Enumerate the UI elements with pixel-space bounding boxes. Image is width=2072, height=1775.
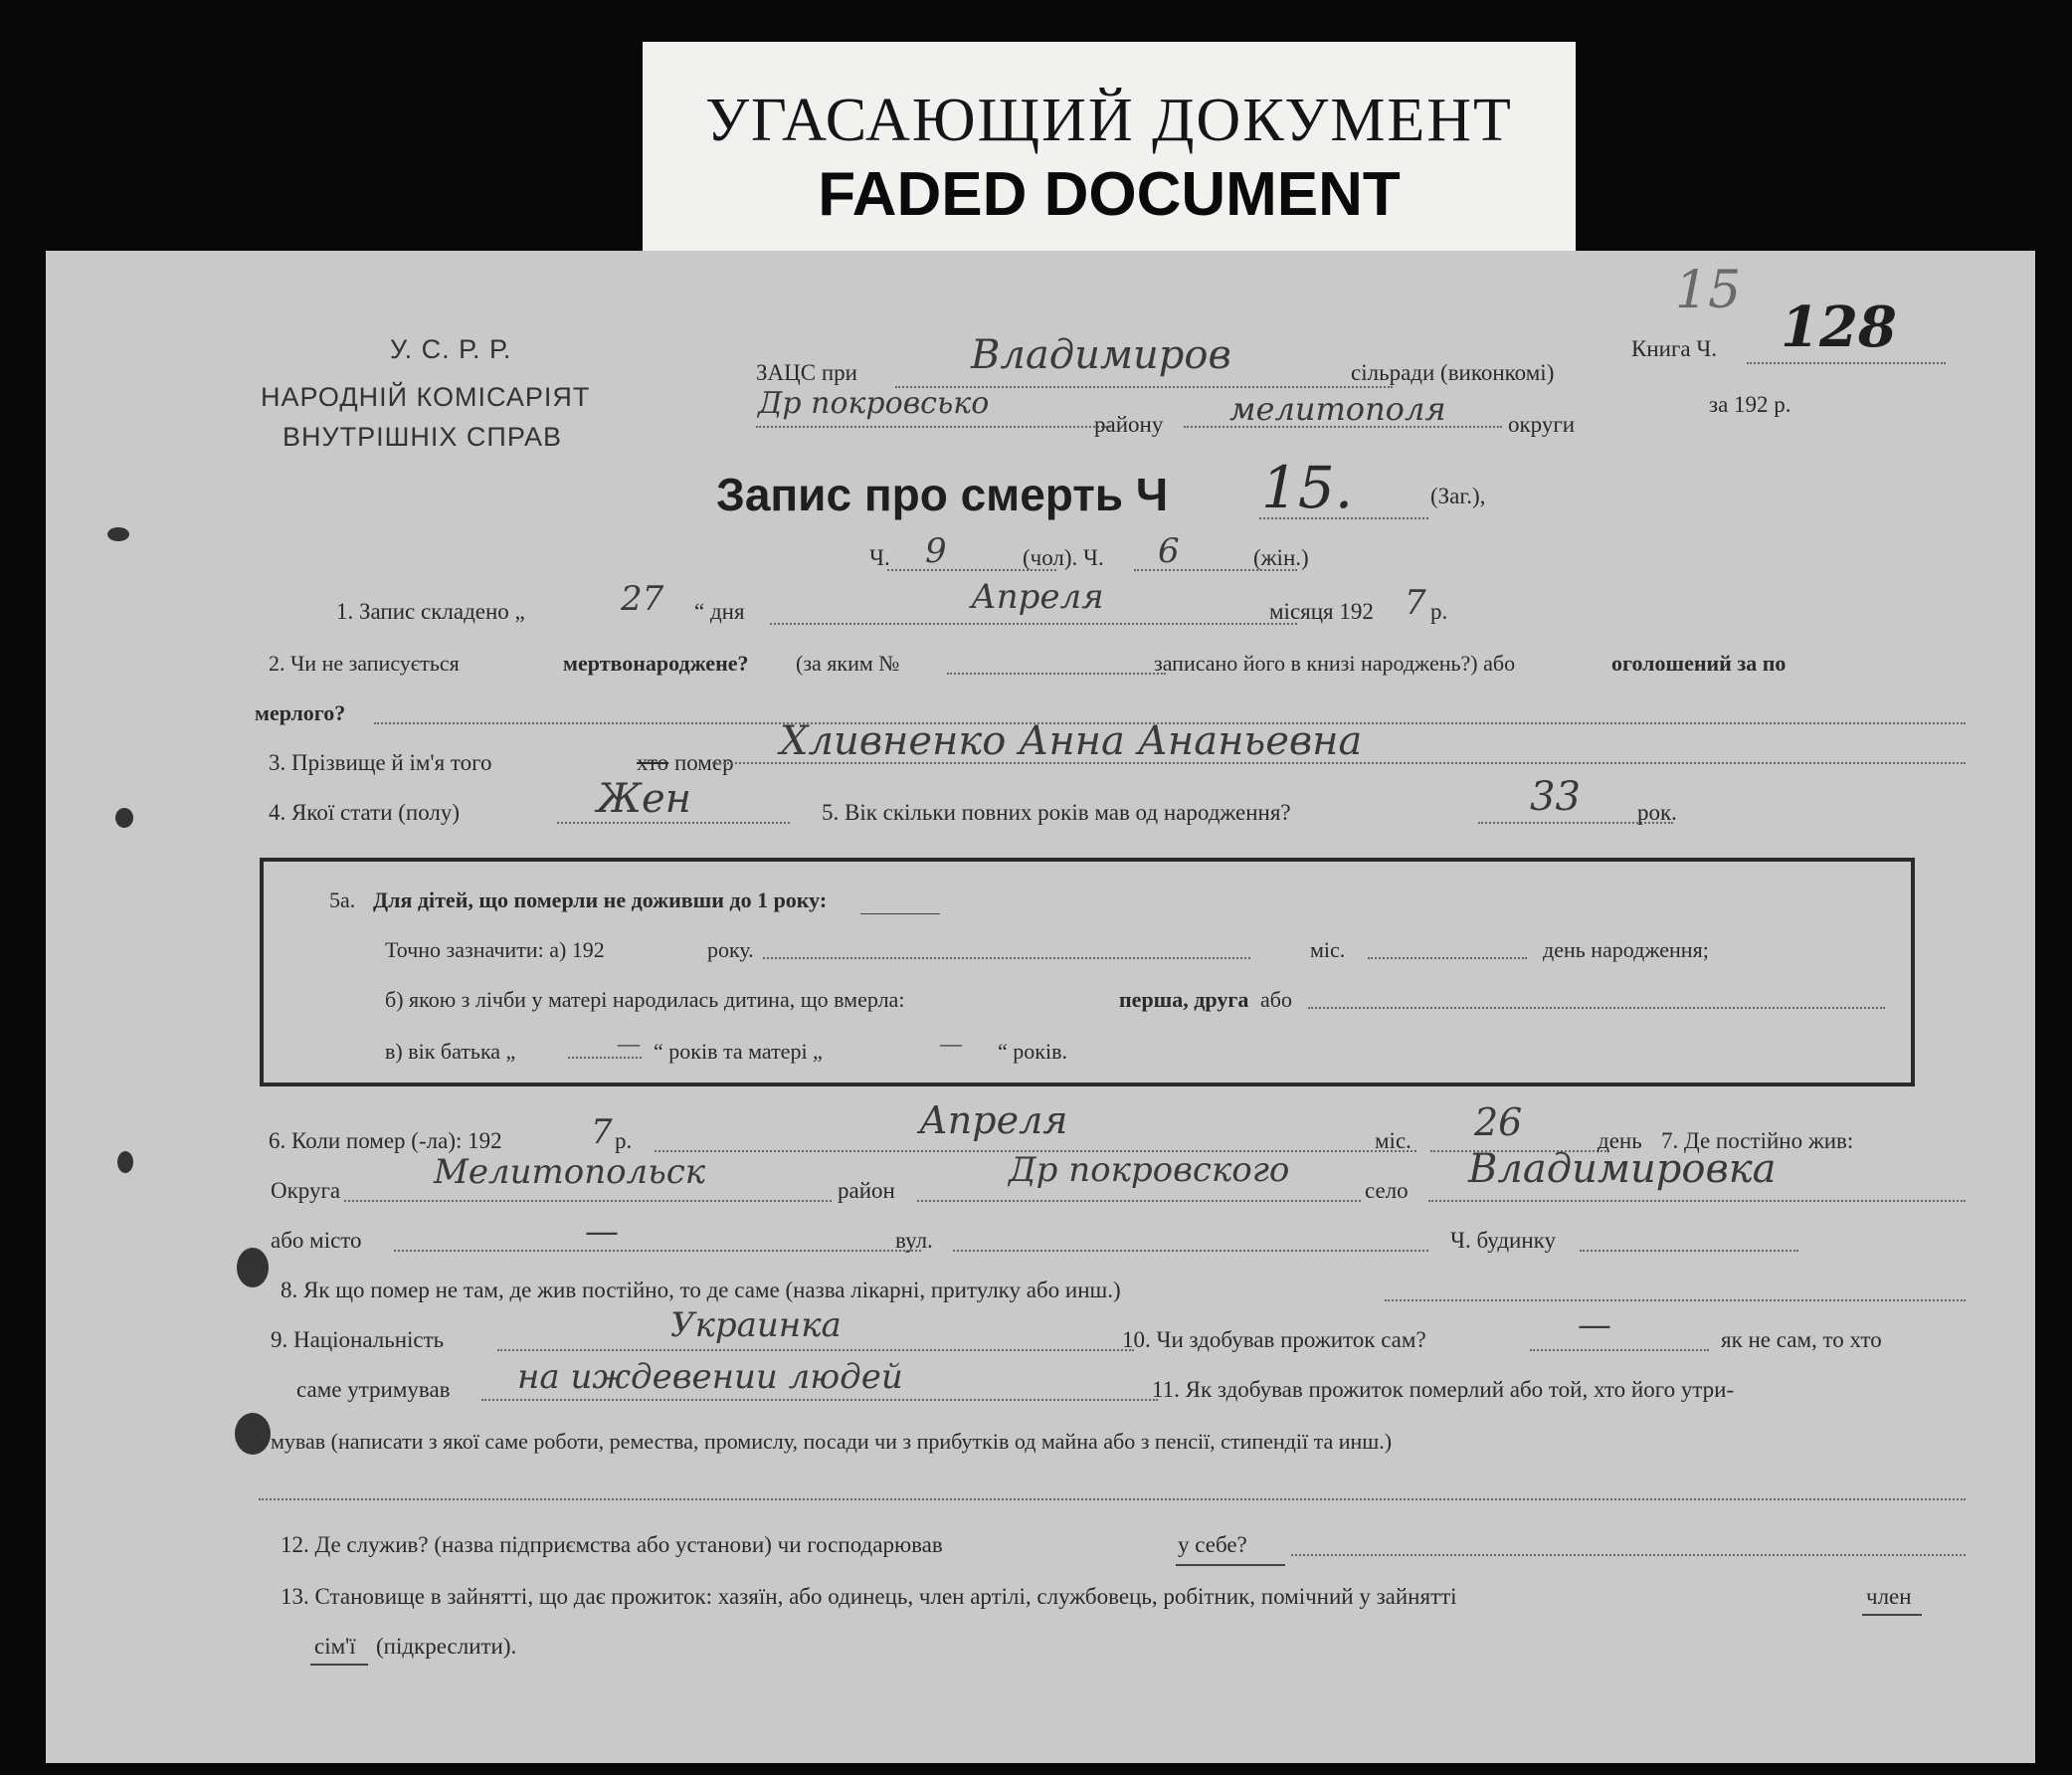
misto-label: або місто	[271, 1228, 362, 1253]
field13-underline-chlen	[1862, 1614, 1922, 1616]
box5a-title: Для дітей, що померли не доживши до 1 року:	[373, 888, 828, 912]
budynok-line	[1580, 1250, 1798, 1252]
faded-document-banner	[643, 42, 1576, 251]
field12-tail: у себе?	[1178, 1532, 1247, 1557]
field12-line	[1291, 1554, 1966, 1556]
struck-word: хто	[637, 750, 669, 775]
ussr-header: У. С. Р. Р.	[390, 334, 512, 364]
month-line	[770, 623, 1297, 625]
punch-hole	[237, 1248, 269, 1287]
record-year-digit: 7	[1405, 583, 1426, 623]
record-year-suffix: р.	[1430, 599, 1448, 624]
field2-stillborn: мертвонароджене?	[563, 651, 749, 676]
month-label: місяця 192	[1269, 599, 1374, 624]
field5-label: 5. Вік скільки повних років мав од народження?	[822, 800, 1291, 825]
field2-e: оголошений за по	[1611, 651, 1787, 676]
nationality-value: Украинка	[670, 1305, 842, 1345]
record-number-line	[1259, 517, 1428, 519]
field11-label: 11. Як здобував прожиток померлий або той, хто його утри-	[1152, 1377, 1735, 1402]
record-day: 27	[621, 579, 664, 619]
supported-by-line	[481, 1399, 1158, 1401]
punch-hole	[107, 527, 129, 541]
box5a-dash	[860, 913, 940, 914]
book-number: 128	[1781, 295, 1897, 360]
commissariat-header: НАРОДНІЙ КОМІСАРІЯТ	[261, 382, 591, 412]
box5a-father-dash: —	[618, 1031, 640, 1056]
field10-line	[1530, 1349, 1709, 1351]
internal-affairs-header: ВНУТРІШНІХ СПРАВ	[283, 422, 563, 452]
field8-label: 8. Як що помер не там, де жив постійно, то де саме (назва лікарні, притулку або инш.)	[281, 1278, 1121, 1302]
supported-by-label: саме утримував	[296, 1377, 451, 1402]
age-suffix: рок.	[1637, 800, 1677, 825]
corner-mark: 15	[1675, 261, 1742, 320]
vul-label: вул.	[895, 1228, 933, 1253]
box5a-line-c-1: в) вік батька „	[385, 1039, 516, 1064]
record-title: Запис про смерть Ч	[716, 469, 1169, 520]
selo-label: село	[1365, 1178, 1409, 1203]
residence-selo: Владимировка	[1468, 1146, 1777, 1192]
box5a-line-c-3: “ років.	[998, 1039, 1067, 1064]
banner-english-text: FADED DOCUMENT	[818, 160, 1401, 229]
box5a-line-a-4: день народження;	[1543, 937, 1709, 962]
record-suffix: (Заг.),	[1430, 484, 1486, 508]
field2-c: (за яким №	[796, 651, 900, 676]
field2-f: мерлого?	[255, 700, 346, 725]
field12-underline	[1176, 1564, 1285, 1566]
death-year-digit: 7	[591, 1112, 613, 1152]
residence-okruga: Мелитопольск	[434, 1152, 706, 1192]
book-label: Книга Ч.	[1631, 336, 1718, 361]
field7-label: 7. Де постійно жив:	[1661, 1128, 1854, 1153]
rayon-label-2: район	[838, 1178, 895, 1203]
field13-underline-sim	[310, 1664, 368, 1666]
box5a-num: 5а.	[329, 888, 356, 912]
field3-label: 3. Прізвище й ім'я того	[269, 750, 492, 775]
box5a-line-a-3: міс.	[1310, 937, 1346, 962]
residence-misto: —	[585, 1212, 619, 1252]
field3-struck: хто помер	[637, 750, 734, 775]
punch-hole	[235, 1413, 271, 1455]
rayon-label: району	[1094, 412, 1164, 437]
residence-rayon: Др покровского	[1009, 1150, 1290, 1190]
district-line	[756, 426, 1114, 428]
box5a-line-a-dots	[763, 957, 1250, 959]
zags-label: ЗАЦС при	[756, 360, 857, 385]
field2-d: записано його в книзі народжень?) або	[1154, 651, 1516, 676]
deceased-name: Хливненко Анна Ананьевна	[780, 718, 1363, 764]
box5a-line-b-2: перша, друга	[1119, 987, 1249, 1012]
box5a-line-a-dots-2	[1368, 957, 1527, 959]
death-day: 26	[1474, 1100, 1523, 1144]
field11-line	[259, 1498, 1966, 1500]
field2-a: 2. Чи не записується	[269, 651, 460, 676]
okruga-line-2	[344, 1200, 832, 1202]
field4-line	[557, 822, 790, 824]
punch-hole	[115, 808, 133, 828]
box5a-line-a-1: Точно зазначити: а) 192	[385, 937, 605, 962]
book-year-label: за 192 р.	[1709, 392, 1791, 417]
death-day-label: день	[1598, 1128, 1642, 1153]
death-year-suffix: р.	[615, 1128, 633, 1153]
selo-line	[1428, 1200, 1966, 1202]
record-month: Апреля	[971, 577, 1104, 617]
supported-by-value: на иждевении людей	[517, 1357, 903, 1397]
female-label: (жін.)	[1253, 545, 1309, 570]
field12-label: 12. Де служив? (назва підприємства або установи) чи господарював	[281, 1532, 943, 1557]
book-line	[1747, 362, 1946, 364]
field6-label: 6. Коли помер (-ла): 192	[269, 1128, 502, 1153]
field10-label: 10. Чи здобував прожиток сам?	[1122, 1327, 1426, 1352]
record-number: 15.	[1261, 454, 1354, 521]
field13-sim: сім'ї	[314, 1634, 356, 1659]
death-record-form	[46, 251, 2035, 1763]
day-label: “ дня	[694, 599, 745, 624]
field2-line	[947, 673, 1166, 675]
field3-line	[712, 762, 1966, 764]
field13-line1-tail: член	[1866, 1584, 1912, 1609]
okruga-value: мелитополя	[1229, 390, 1446, 428]
self-support-value: —	[1578, 1305, 1611, 1345]
field10-label-2: як не сам, то хто	[1721, 1327, 1882, 1352]
box5a-line-b-1: б) якою з лічби у матері народилась дитина, що вмерла:	[385, 987, 905, 1012]
field13-line1: 13. Становище в зайнятті, що дає прожиток: хазяїн, або одинець, член артілі, службовець, робітник, помічний у зайнятті	[281, 1584, 1457, 1609]
okruga-label: округи	[1508, 412, 1576, 437]
field9-label: 9. Національність	[271, 1327, 445, 1352]
box5a-mother-dash: —	[940, 1031, 962, 1056]
box5a-line-c-2: “ років та матері „	[654, 1039, 823, 1064]
box5a-line-b-dots	[1308, 1007, 1885, 1009]
field4-label: 4. Якої стати (полу)	[269, 800, 461, 825]
banner-russian-text: УГАСАЮЩИЙ ДОКУМЕНТ	[705, 87, 1513, 154]
budynok-label: Ч. будинку	[1450, 1228, 1556, 1253]
misto-line	[394, 1250, 921, 1252]
death-mis-label: міс.	[1375, 1128, 1412, 1153]
field8-line	[1385, 1299, 1966, 1301]
field9-line	[497, 1349, 1134, 1351]
field11-line2: мував (написати з якої саме роботи, ремества, промислу, посади чи з прибутків од майна або з пенсії, стипендії та инш.)	[271, 1429, 1393, 1454]
male-label: (чол). Ч.	[1023, 545, 1104, 570]
sex-value: Жен	[597, 776, 691, 822]
female-count: 6	[1158, 531, 1180, 571]
district-value: Др покровсько	[758, 386, 990, 421]
box5a-line-a-2: року.	[707, 937, 754, 962]
age-value: 33	[1530, 774, 1581, 820]
silrady-label: сільради (виконкомі)	[1351, 360, 1555, 385]
infant-section-box	[260, 858, 1915, 1086]
rayon-line-2	[917, 1200, 1361, 1202]
vul-line	[953, 1250, 1428, 1252]
box5a-line-b-3: або	[1260, 987, 1292, 1012]
village-council-value: Владимиров	[971, 332, 1231, 378]
okruga-label-2: Округа	[271, 1178, 341, 1203]
box5a-line-c-dots	[568, 1057, 642, 1059]
field13-underline-note: (підкреслити).	[376, 1634, 517, 1659]
death-month: Апреля	[919, 1098, 1068, 1142]
punch-hole	[117, 1151, 133, 1173]
field1-label: 1. Запис складено „	[336, 599, 525, 624]
male-count: 9	[925, 531, 947, 571]
count-label: Ч.	[869, 545, 890, 570]
